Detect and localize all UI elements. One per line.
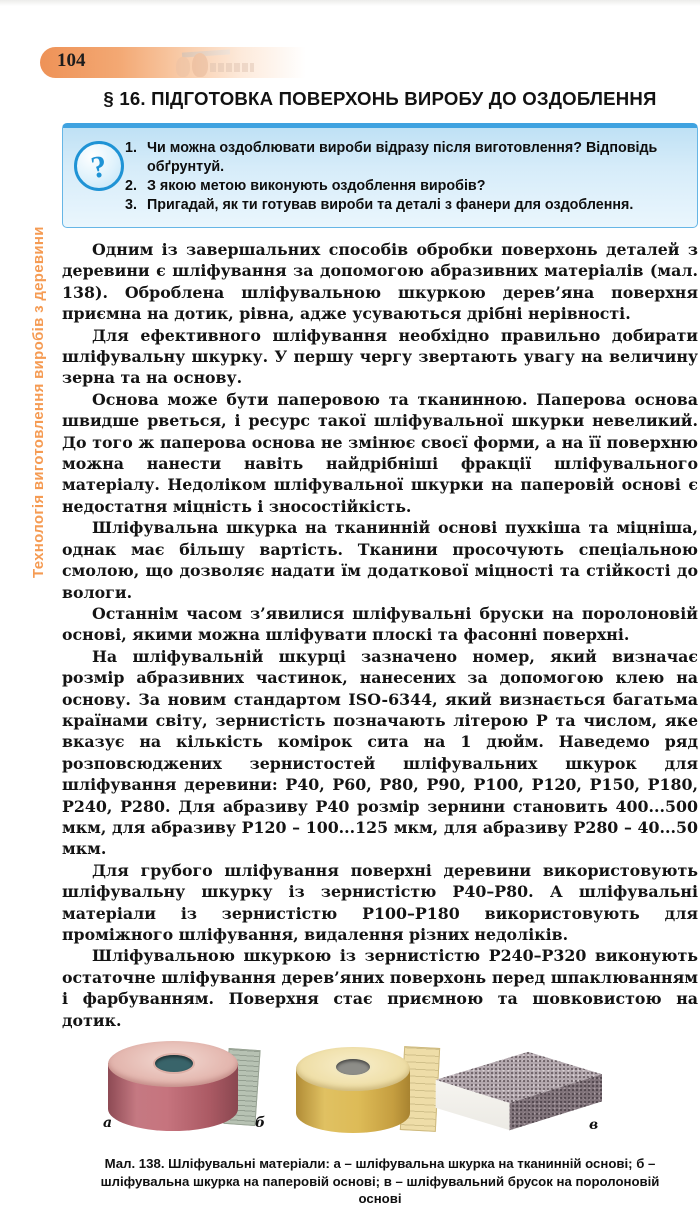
sanding-block-image — [434, 1051, 602, 1134]
paragraph: Для грубого шліфування поверхні деревини використовують шліфувальну шкурку із зернистістю Р40–Р80. А шліфувальні матеріали із зернистістю Р100–Р180 використовують для проміжного шліфування, видалення різних недоліків. — [62, 860, 698, 944]
figure-caption-number: Мал. 138. — [104, 1156, 165, 1172]
jug-icon — [192, 53, 208, 77]
paragraph: На шліфувальній шкурці зазначено номер, який визначає розмір абразивних частинок, нанесених за допомогою клею на основу. За новим стандартом ISO-6344, який визнається багатьма країнами світу, зернистість позначають літерою Р та числом, яке вказує на кількість комірок сита на 1 дюйм. Наведемо ряд розповсюджених зернистостей шліфувальних шкурок для шліфування деревини: Р40, Р60, Р80, Р90, Р100, Р120, Р150, Р180, Р240, Р280. Для абразиву Р40 розмір зернини становить 400...500 мкм, для абразиву Р120 – 100...125 мкм, для абразиву Р280 – 40...50 мкм. — [62, 646, 698, 859]
paragraph: Одним із завершальних способів обробки поверхонь деталей з деревини є шліфування за допомогою абразивних матеріалів (мал. 138). Оброблена шліфувальною шкуркою дерев’яна поверхня приємна на дотик, рівна, адже усуваються дрібні нерівності. — [62, 240, 698, 324]
page-top-edge — [0, 0, 700, 6]
question-text: Пригадай, як ти готував вироби та деталі з фанери для оздоблення. — [147, 197, 634, 213]
roll-hole — [336, 1059, 370, 1075]
page-number-tab — [40, 47, 320, 78]
question-mark-glyph: ? — [88, 147, 110, 185]
question-item — [125, 196, 683, 215]
roll-hole — [155, 1055, 193, 1072]
figure-label-b: б — [255, 1115, 266, 1132]
section-title: § 16. ПІДГОТОВКА ПОВЕРХОНЬ ВИРОБУ ДО ОЗДОБЛЕННЯ — [103, 88, 657, 109]
figure-label-v: в — [589, 1117, 599, 1134]
question-text: З якою метою виконують оздоблення виробів? — [147, 178, 486, 194]
paragraph: Шліфувальна шкурка на тканинній основі пухкіша та міцніша, однак має більшу вартість. Тканини просочують спеціальною смолою, що дозволяє надати їм додаткової міцності та стійкості до вологи. — [62, 518, 698, 602]
figure-caption — [82, 1155, 678, 1208]
sandpaper-roll-cloth-image — [92, 1041, 270, 1137]
chapter-sidebar-label: Технологія виготовлення виробів з деревини — [30, 226, 47, 578]
paragraph: Останнім часом з’явилися шліфувальні бруски на поролоновій основі, якими можна шліфувати плоскі та фасонні поверхні. — [62, 603, 698, 645]
logo-wordmark — [210, 63, 254, 72]
figure-label-a: а — [103, 1115, 113, 1132]
paragraph: Основа може бути паперовою та тканинною. Паперова основа швидше рветься, і ресурс такої шліфувальної шкурки невеликий. До того ж паперова основа не змінює своєї форми, а на її поверхню можна нанести навіть найдрібніші фракції шліфувального матеріалу. Недоліком шліфувальної шкурки на паперовій основі є недостатня міцність і зносостійкість. — [62, 389, 698, 516]
question-item — [125, 139, 683, 177]
paragraph: Для ефективного шліфування необхідно правильно добирати шліфувальну шкурку. У першу чергу звертають увагу на величину зерна та на основу. — [62, 325, 698, 388]
question-number: 2. — [125, 178, 137, 194]
jug-icon — [176, 57, 190, 77]
figure-138 — [62, 1039, 698, 1139]
content-column — [62, 88, 698, 1208]
sandpaper-roll-paper-image — [288, 1045, 440, 1137]
body-text — [62, 239, 698, 1031]
paragraph: Шліфувальною шкуркою із зернистістю Р240–Р320 виконують остаточне шліфування дерев’яних поверхонь перед шпаклюванням і фарбуванням. Поверхня стає приємною та шовковистою на дотик. — [62, 946, 698, 1030]
question-number: 1. — [125, 140, 137, 156]
questions-box — [62, 123, 698, 228]
question-number: 3. — [125, 197, 137, 213]
page-number: 104 — [57, 50, 86, 71]
publisher-logo-icon — [168, 51, 258, 77]
question-text: Чи можна оздоблювати вироби відразу після виготовлення? Відповідь обґрунтуй. — [147, 140, 658, 175]
question-mark-icon — [74, 141, 124, 191]
question-item — [125, 177, 683, 196]
figure-caption-text: Шліфувальні матеріали: а – шліфувальна шкурка на тканинній основі; б – шліфувальна шкурка на паперовій основі; в – шліфувальний брусок на поролоновій основі — [100, 1156, 660, 1207]
